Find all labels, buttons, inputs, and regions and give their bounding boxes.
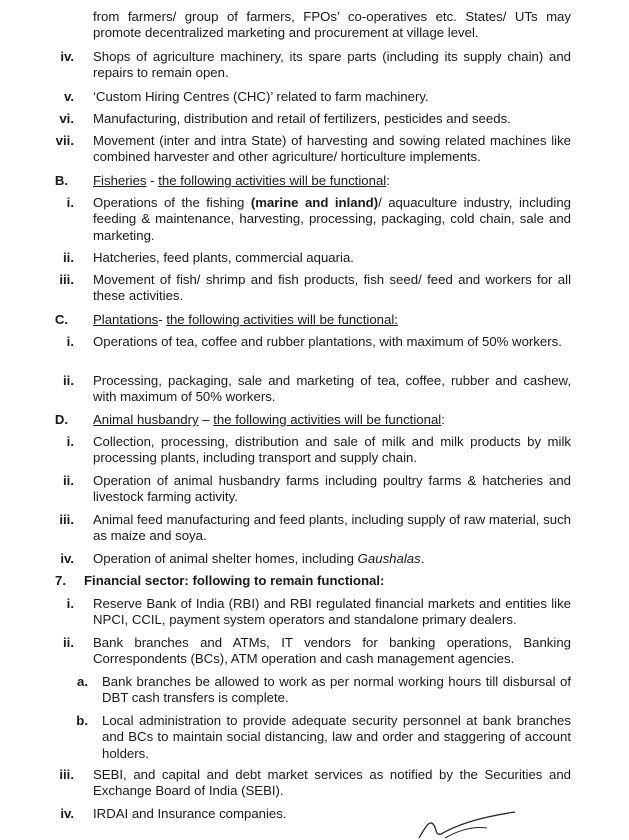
item-text xyxy=(93,250,571,266)
item-number: ii. xyxy=(63,373,74,388)
text-run: Collection, processing, distribution and sale of milk and milk products by milk processing plants, including transport and supply chain. xyxy=(93,434,571,466)
item-number: i. xyxy=(66,596,74,611)
item-number: i. xyxy=(66,195,74,210)
subitem-letter: b. xyxy=(76,713,88,728)
text-run: Operations of tea, coffee and rubber plantations, with maximum of 50% workers. xyxy=(93,334,562,349)
section-title xyxy=(93,412,571,428)
text-run: IRDAI and Insurance companies. xyxy=(93,806,287,821)
text-run: - xyxy=(158,312,167,327)
text-run: Financial sector: following to remain functional: xyxy=(84,573,385,588)
text-run: Bank branches and ATMs, IT vendors for banking operations, Banking Correspondents (BCs), ATM operation and cash management agencies. xyxy=(93,635,571,667)
item-text xyxy=(93,195,571,244)
text-run: Reserve Bank of India (RBI) and RBI regulated financial markets and entities like NPCI, CCIL, payment system operators and standalone primary dealers. xyxy=(93,596,571,628)
item-number: iii. xyxy=(59,767,74,782)
text-run: Animal husbandry xyxy=(93,412,199,427)
text-run: the following activities will be functional xyxy=(213,412,442,427)
section-title xyxy=(93,173,571,189)
text-run: the following activities will be functional xyxy=(158,173,387,188)
text-run: Operation of animal husbandry farms including poultry farms & hatcheries and livestock farming activity. xyxy=(93,473,571,505)
text-run: Bank branches be allowed to work as per normal working hours till disbursal of DBT cash transfers is complete. xyxy=(102,674,571,706)
item-number: iii. xyxy=(59,512,74,527)
text-run: : xyxy=(441,412,445,427)
text-run: Gaushalas xyxy=(357,551,421,566)
item-text xyxy=(93,596,571,629)
section-letter: D. xyxy=(54,412,68,427)
text-run: – xyxy=(198,412,214,427)
item-number: ii. xyxy=(63,635,74,650)
item-number: iv. xyxy=(60,806,74,821)
section-title xyxy=(84,573,571,589)
item-text xyxy=(93,434,571,467)
text-run: Movement of fish/ shrimp and fish products, fish seed/ feed and workers for all these activities. xyxy=(93,272,571,304)
text-run: the following activities will be functional: xyxy=(166,312,398,327)
section-title xyxy=(93,312,571,328)
item-number: ii. xyxy=(63,250,74,265)
text-run: SEBI, and capital and debt market services as notified by the Securities and Exchange Board of India (SEBI). xyxy=(93,767,571,799)
section-number: 7. xyxy=(55,573,66,588)
text-run: Hatcheries, feed plants, commercial aquaria. xyxy=(93,250,354,265)
text-run: Operations of the fishing xyxy=(93,195,251,210)
subitem-letter: a. xyxy=(77,674,88,689)
item-text xyxy=(93,133,571,166)
section-letter: C. xyxy=(54,312,68,327)
item-number: vii. xyxy=(55,133,74,148)
signature-mark xyxy=(415,808,525,840)
item-text xyxy=(93,49,571,82)
item-text xyxy=(93,272,571,305)
item-text xyxy=(102,713,571,762)
item-text xyxy=(93,111,571,127)
item-text xyxy=(102,674,571,707)
text-run: Processing, packaging, sale and marketing of tea, coffee, rubber and cashew, with maximum of 50% workers. xyxy=(93,373,571,405)
text-run: from farmers/ group of farmers, FPOs’ co-operatives etc. States/ UTs may promote decentralized marketing and procurement at village level. xyxy=(93,9,571,41)
item-number: vi. xyxy=(59,111,74,126)
item-text xyxy=(93,89,571,105)
item-number: i. xyxy=(66,334,74,349)
text-run: Fisheries xyxy=(93,173,147,188)
item-text xyxy=(93,512,571,545)
item-number: i. xyxy=(66,434,74,449)
item-number: iv. xyxy=(60,49,74,64)
text-run: Manufacturing, distribution and retail of fertilizers, pesticides and seeds. xyxy=(93,111,511,126)
text-run: Operation of animal shelter homes, including xyxy=(93,551,358,566)
text-run: Plantations xyxy=(93,312,159,327)
text-run: (marine and inland) xyxy=(250,195,379,210)
text-run: Local administration to provide adequate security personnel at bank branches and BCs to maintain social distancing, law and order and staggering of account holders. xyxy=(102,713,571,761)
item-text xyxy=(93,473,571,506)
item-text xyxy=(93,334,571,350)
section-letter: B. xyxy=(54,173,68,188)
text-run: . xyxy=(420,551,425,566)
item-text xyxy=(93,551,571,567)
item-text xyxy=(93,373,571,406)
item-number: iv. xyxy=(60,551,74,566)
text-run: Movement (inter and intra State) of harvesting and sowing related machines like combined harvester and other agriculture/ horticulture implements. xyxy=(93,133,571,165)
text-run: Animal feed manufacturing and feed plants, including supply of raw material, such as maize and soya. xyxy=(93,512,571,544)
text-run: ‘Custom Hiring Centres (CHC)’ related to farm machinery. xyxy=(93,89,429,104)
text-run: / aquaculture industry, including feeding & maintenance, harvesting, processing, packaging, cold chain, sale and marketing. xyxy=(93,195,571,243)
text-run: - xyxy=(146,173,159,188)
item-text xyxy=(93,767,571,800)
item-text xyxy=(93,9,571,42)
item-text xyxy=(93,635,571,668)
item-number: v. xyxy=(63,89,74,104)
item-number: iii. xyxy=(59,272,74,287)
text-run: Shops of agriculture machinery, its spare parts (including its supply chain) and repairs to remain open. xyxy=(93,49,571,81)
item-number: ii. xyxy=(63,473,74,488)
text-run: : xyxy=(386,173,390,188)
